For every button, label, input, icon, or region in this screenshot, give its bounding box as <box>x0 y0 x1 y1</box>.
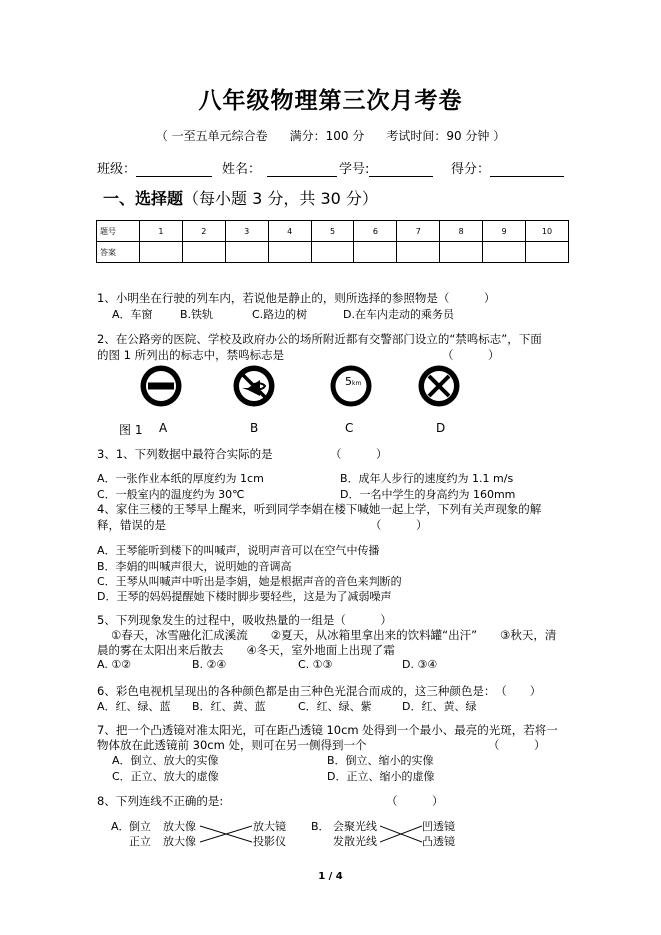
question-number-label: 题号 <box>97 221 140 242</box>
id-field <box>339 158 433 177</box>
q4-option-b: B．李娟的叫喊声很大，说明她的音调高 <box>97 560 292 573</box>
question-3-paren: （ ） <box>330 447 388 461</box>
question-1-stem: 1、小明坐在行驶的列车内，若说他是静止的，则所选择的参照物是（ ） <box>97 291 496 305</box>
q5-option-b: B. ②④ <box>192 658 227 671</box>
answer-cell[interactable] <box>440 242 483 263</box>
question-8-paren: （ ） <box>386 794 444 808</box>
speed-limit-unit: km <box>352 380 362 387</box>
q8-b-mid-1: 会聚光线 <box>333 820 377 833</box>
speed-limit-sign-icon <box>329 364 373 408</box>
question-7-paren: （ ） <box>488 738 546 752</box>
q3-option-c: C．一般室内的温度约为 30℃ <box>97 488 245 501</box>
q1-option-a: A．车窗 <box>112 308 153 321</box>
page-title: 八年级物理第三次月考卷 <box>198 87 463 114</box>
q4-option-c: C．王琴从叫喊声中听出是李娟，她是根据声音的音色来判断的 <box>97 575 402 588</box>
q8-a-mid-2: 放大像 <box>163 835 196 848</box>
section-title: 一、选择题 <box>103 189 184 208</box>
class-blank[interactable] <box>136 163 212 177</box>
question-5-line2: 晨的雾在太阳出来后散去 ④冬天，室外地面上出现了霜 <box>97 643 395 657</box>
q7-option-c: C．正立、放大的虚像 <box>112 770 219 783</box>
answer-cell[interactable] <box>225 242 268 263</box>
sign-label-a: A <box>159 421 168 435</box>
subtitle-time: 考试时间：90 分钟 ） <box>386 129 506 143</box>
q1-option-b: B.铁轨 <box>180 308 214 321</box>
sign-label-d: D <box>436 421 446 435</box>
answer-cell[interactable] <box>526 242 569 263</box>
q3-option-b: B．成年人步行的速度约为 1.1 m/s <box>340 472 514 485</box>
question-number: 6 <box>354 221 397 242</box>
id-label: 学号: <box>339 162 370 177</box>
question-3-stem: 3、1、下列数据中最符合实际的是 <box>97 447 273 461</box>
class-label: 班级： <box>97 162 137 177</box>
q8-b-connector-lines <box>380 820 422 848</box>
question-number: 5 <box>311 221 354 242</box>
answer-label: 答案 <box>97 242 140 263</box>
question-4-paren: （ ） <box>370 518 428 532</box>
score-field <box>451 158 564 177</box>
answer-table-answer-row <box>97 242 569 263</box>
answer-cell[interactable] <box>182 242 225 263</box>
speed-limit-value: 5 <box>345 375 352 388</box>
q1-option-c: C.路边的树 <box>252 308 308 321</box>
subtitle-scope: （ 一至五单元综合卷 <box>155 129 268 143</box>
q5-option-c: C. ①③ <box>298 658 333 671</box>
q7-option-d: D．正立、缩小的虚像 <box>327 770 435 783</box>
answer-cell[interactable] <box>268 242 311 263</box>
question-5-stem: 5、下列现象发生的过程中，吸收热量的一组是（ ） <box>97 613 392 627</box>
q6-option-d: D．红、黄、绿 <box>402 700 477 713</box>
section-note: （每小题 3 分，共 30 分） <box>183 189 378 208</box>
q8-b-mid-2: 发散光线 <box>333 835 377 848</box>
answer-cell[interactable] <box>311 242 354 263</box>
q8-b-right-2: 凸透镜 <box>422 835 455 848</box>
name-label: 姓名： <box>222 162 262 177</box>
q6-option-a: A．红、绿、蓝 <box>97 700 171 713</box>
no-horn-sign-icon <box>232 364 276 408</box>
question-6-stem: 6、彩色电视机呈现出的各种颜色都是由三种色光混合而成的，这三种颜色是： （ ） <box>97 684 542 698</box>
q5-option-d: D. ③④ <box>402 658 438 671</box>
q4-option-d: D．王琴的妈妈提醒她下楼时脚步要轻些，这是为了减弱噪声 <box>97 590 392 603</box>
question-8-stem: 8、下列连线不正确的是: <box>97 794 224 808</box>
question-number: 9 <box>483 221 526 242</box>
question-4-stem-line2: 释，错误的是 <box>97 518 166 532</box>
q7-option-b: B．倒立、缩小的实像 <box>327 754 434 767</box>
question-number: 4 <box>268 221 311 242</box>
score-blank[interactable] <box>490 163 564 177</box>
question-number: 7 <box>397 221 440 242</box>
q1-option-d: D.在车内走动的乘务员 <box>343 308 454 321</box>
answer-table <box>96 220 569 263</box>
sign-label-b: B <box>250 421 259 435</box>
question-number: 3 <box>225 221 268 242</box>
page-number: 1 / 4 <box>318 871 343 882</box>
q8-a-connector-lines <box>200 820 252 848</box>
question-2-stem-line2: 的图 1 所列出的标志中，禁鸣标志是 <box>97 348 285 362</box>
score-label: 得分： <box>451 162 491 177</box>
no-entry-sign-icon <box>139 364 183 408</box>
exam-subtitle <box>0 127 661 144</box>
id-blank[interactable] <box>369 163 433 177</box>
q8-a-left-1: 倒立 <box>129 820 151 833</box>
question-number: 1 <box>140 221 183 242</box>
question-2-stem-line1: 2、在公路旁的医院、学校及政府办公的场所附近都有交警部门设立的“禁鸣标志”，下面 <box>97 332 542 346</box>
q8-b-right-1: 凹透镜 <box>422 820 455 833</box>
question-4-stem-line1: 4、家住三楼的王琴早上醒来，听到同学李娟在楼下喊她一起上学，下列有关声现象的解 <box>97 502 542 516</box>
question-7-stem-line2: 物体放在此透镜前 30cm 处，则可在另一侧得到一个 <box>97 738 367 752</box>
name-field <box>222 158 337 177</box>
question-number: 8 <box>440 221 483 242</box>
name-blank[interactable] <box>267 163 337 177</box>
question-number: 10 <box>526 221 569 242</box>
sign-label-c: C <box>345 421 354 435</box>
question-number: 2 <box>182 221 225 242</box>
answer-cell[interactable] <box>397 242 440 263</box>
q7-option-a: A．倒立、放大的实像 <box>112 754 219 767</box>
q5-option-a: A. ①② <box>97 658 132 671</box>
q8-a-right-2: 投影仪 <box>253 835 286 848</box>
q8-option-a-letter: A． <box>111 820 130 833</box>
subtitle-score: 满分：100 分 <box>289 129 365 143</box>
class-field <box>97 158 212 177</box>
q6-option-c: C．红、绿、紫 <box>298 700 372 713</box>
answer-cell[interactable] <box>140 242 183 263</box>
q6-option-b: B．红、黄、蓝 <box>192 700 266 713</box>
no-stopping-sign-icon <box>417 364 461 408</box>
figure-label: 图 1 <box>119 423 143 437</box>
answer-table-header-row <box>97 221 569 242</box>
q4-option-a: A．王琴能听到楼下的叫喊声，说明声音可以在空气中传播 <box>97 544 380 557</box>
section-heading <box>103 186 378 209</box>
question-2-paren: （ ） <box>442 348 500 362</box>
q8-a-mid-1: 放大像 <box>163 820 196 833</box>
question-7-stem-line1: 7、把一个凸透镜对准太阳光，可在距凸透镜 10cm 处得到一个最小、最亮的光斑，若将一 <box>97 723 558 737</box>
q8-option-b-letter: B． <box>311 820 330 833</box>
q3-option-a: A．一张作业本纸的厚度约为 1cm <box>97 472 264 485</box>
q8-a-right-1: 放大镜 <box>253 820 286 833</box>
q8-a-left-2: 正立 <box>129 835 151 848</box>
answer-cell[interactable] <box>483 242 526 263</box>
question-5-line1: ①春天，冰雪融化汇成溪流 ②夏天，从冰箱里拿出来的饮料罐“出汗” ③秋天，清 <box>111 628 557 642</box>
answer-cell[interactable] <box>354 242 397 263</box>
q3-option-d: D．一名中学生的身高约为 160mm <box>340 488 516 501</box>
